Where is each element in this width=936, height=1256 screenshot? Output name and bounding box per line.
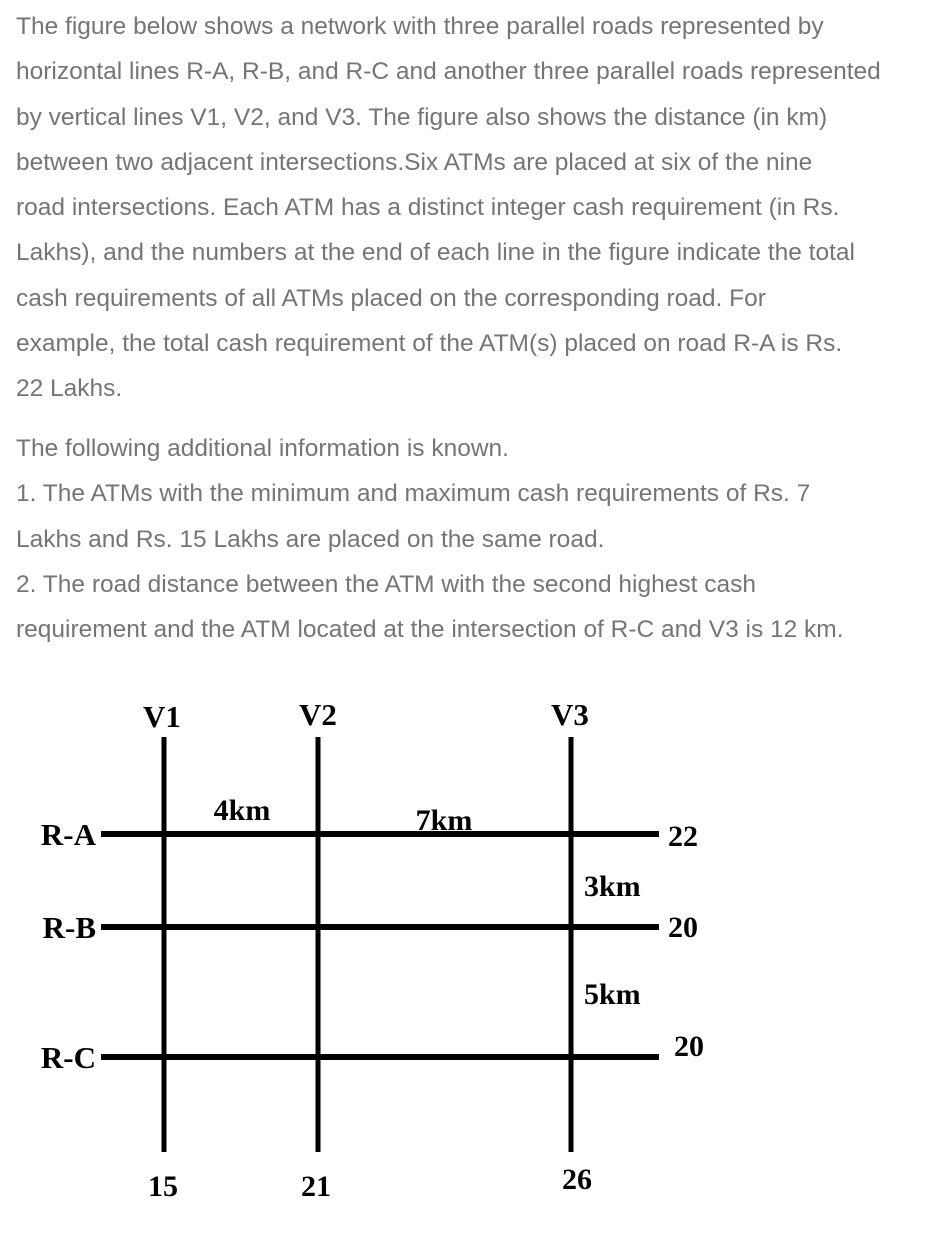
intro-line: horizontal lines R-A, R-B, and R-C and another three parallel roads represented	[16, 58, 881, 86]
road-ra-label: R-A	[40, 817, 96, 852]
additional-info-heading: The following additional information is known.	[16, 435, 509, 462]
intro-line: by vertical lines V1, V2, and V3. The figure also shows the distance (in km)	[16, 103, 828, 131]
intro-line: cash requirements of all ATMs placed on the corresponding road. For	[16, 284, 766, 312]
intro-line: road intersections. Each ATM has a distinct integer cash requirement (in Rs.	[16, 194, 840, 222]
additional-info-line: 1. The ATMs with the minimum and maximum cash requirements of Rs. 7	[16, 480, 811, 508]
intro-line: example, the total cash requirement of the ATM(s) placed on road R-A is Rs.	[16, 330, 843, 358]
intro-line: between two adjacent intersections.Six ATMs are placed at six of the nine	[16, 148, 813, 176]
road-ra-total: 22	[668, 820, 698, 853]
road-rc-total: 20	[674, 1030, 704, 1063]
road-v3-total: 26	[562, 1163, 592, 1196]
road-v1-total: 15	[148, 1170, 178, 1203]
distance-5km-label: 5km	[584, 978, 641, 1011]
intro-line: 22 Lakhs.	[16, 375, 123, 403]
road-v1-label: V1	[143, 699, 181, 734]
road-rb-total: 20	[668, 911, 698, 944]
distance-4km-label: 4km	[213, 794, 271, 827]
road-rb-label: R-B	[42, 910, 96, 945]
intro-line: The figure below shows a network with three parallel roads represented by	[16, 13, 824, 40]
road-rc-label: R-C	[40, 1040, 96, 1075]
intro-line: Lakhs), and the numbers at the end of each line in the figure indicate the total	[16, 239, 855, 267]
road-v2-label: V2	[299, 697, 337, 732]
distance-3km-label: 3km	[584, 870, 641, 903]
additional-info-line: Lakhs and Rs. 15 Lakhs are placed on the same road.	[16, 525, 605, 553]
distance-7km-label: 7km	[415, 804, 473, 837]
road-v2-total: 21	[301, 1170, 331, 1203]
additional-info-line: requirement and the ATM located at the intersection of R-C and V3 is 12 km.	[16, 616, 844, 644]
road-v3-label: V3	[551, 697, 589, 732]
additional-info-line: 2. The road distance between the ATM with the second highest cash	[16, 570, 756, 598]
